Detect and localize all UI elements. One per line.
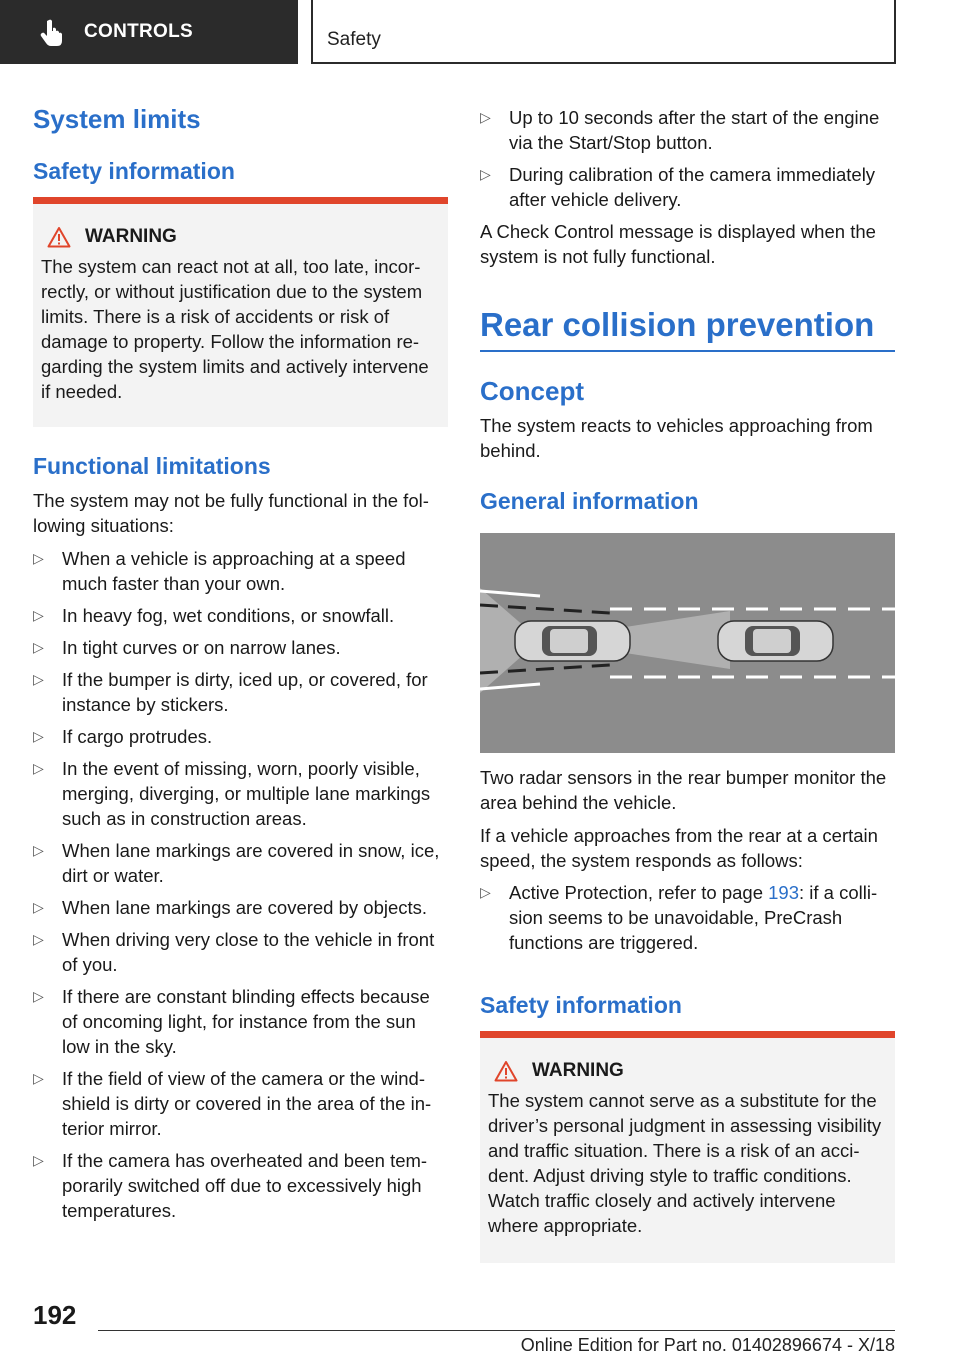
section-tab: [0, 0, 298, 64]
warning-box-2: [480, 1031, 895, 1263]
list-item: ▷ If the field of view of the camera or the wind-shield is dirty or covered in the area of the in-terior mirror.: [33, 1066, 448, 1141]
warning-icon: [47, 226, 71, 248]
list-item: ▷ When driving very close to the vehicle in front of you.: [33, 927, 448, 977]
radar-text: Two radar sensors in the rear bumper monitor the area behind the vehicle.: [480, 767, 887, 813]
heading-rear-collision-prevention: Rear collision prevention: [480, 306, 895, 352]
response-list: [480, 880, 898, 962]
list-item: ▷ In heavy fog, wet conditions, or snowfall.: [33, 603, 448, 628]
footer-divider: [98, 1330, 895, 1331]
warning-box: [33, 197, 448, 427]
list-item: ▷ If there are constant blinding effects because of oncoming light, for instance from the sun low in the sky.: [33, 984, 448, 1059]
car-rear-icon: [515, 621, 630, 661]
heading-functional-limitations: Functional limitations: [33, 453, 271, 479]
heading-general-information: General information: [480, 488, 699, 514]
heading-system-limits: System limits: [33, 104, 201, 134]
list-item: ▷ In the event of missing, worn, poorly visible, merging, diverging, or multiple lane markings such as in construction areas.: [33, 756, 448, 831]
warning-text: The system can react not at all, too late, incor-rectly, or without justification due to the system limits. There is a risk of accidents or risk of damage to property. Follow the information re-garding the system limits and actively intervene if needed.: [41, 256, 429, 402]
list-item: ▷ When lane markings are covered by objects.: [33, 895, 448, 920]
limitations-list-continued: [480, 105, 898, 219]
warning-label: WARNING: [85, 226, 177, 247]
check-control-text: A Check Control message is displayed when the system is not fully functional.: [480, 221, 876, 267]
hand-icon: [38, 17, 68, 47]
list-item: ▷ Active Protection, refer to page 193: if a colli-sion seems to be unavoidable, PreCrash functions are triggered.: [480, 880, 898, 955]
list-item: ▷ When lane markings are covered in snow, ice, dirt or water.: [33, 838, 448, 888]
footer-edition: Online Edition for Part no. 01402896674 - X/18: [520, 1335, 895, 1355]
road-illustration: [480, 533, 895, 753]
list-item: ▷ In tight curves or on narrow lanes.: [33, 635, 448, 660]
page-link[interactable]: 193: [768, 882, 800, 903]
list-item: ▷ When a vehicle is approaching at a speed much faster than your own.: [33, 546, 448, 596]
list-item: ▷ Up to 10 seconds after the start of the engine via the Start/Stop button.: [480, 105, 898, 155]
page-title-box: [311, 0, 896, 64]
approach-text: If a vehicle approaches from the rear at a certain speed, the system responds as follows:: [480, 825, 878, 871]
page-number: 192: [33, 1300, 77, 1330]
heading-safety-information: Safety information: [33, 158, 235, 184]
section-label: CONTROLS: [84, 21, 194, 42]
list-item: ▷ During calibration of the camera immediately after vehicle delivery.: [480, 162, 898, 212]
list-item: ▷ If the camera has overheated and been tem-porarily switched off due to excessively high temperatures.: [33, 1148, 448, 1223]
concept-text: The system reacts to vehicles approaching from behind.: [480, 415, 873, 461]
list-item: ▷ If the bumper is dirty, iced up, or covered, for instance by stickers.: [33, 667, 448, 717]
heading-concept: Concept: [480, 376, 584, 406]
warning-title: [494, 1060, 887, 1082]
functional-intro: The system may not be fully functional in the fol-lowing situations:: [33, 490, 429, 536]
warning-icon: [494, 1060, 518, 1082]
list-item: ▷ If cargo protrudes.: [33, 724, 448, 749]
car-front-icon: [718, 621, 833, 661]
limitations-list: [33, 546, 448, 1230]
warning-title: [47, 226, 440, 248]
page-title: Safety: [327, 29, 381, 50]
warning-label: WARNING: [532, 1060, 624, 1081]
warning-text: The system cannot serve as a substitute for the driver’s personal judgment in assessing visibility and traffic situation. There is a risk of an acci-dent. Adjust driving style to traffic conditions. Watch traffic closely and actively intervene where appropriate.: [488, 1090, 882, 1236]
heading-safety-information-2: Safety information: [480, 992, 682, 1018]
